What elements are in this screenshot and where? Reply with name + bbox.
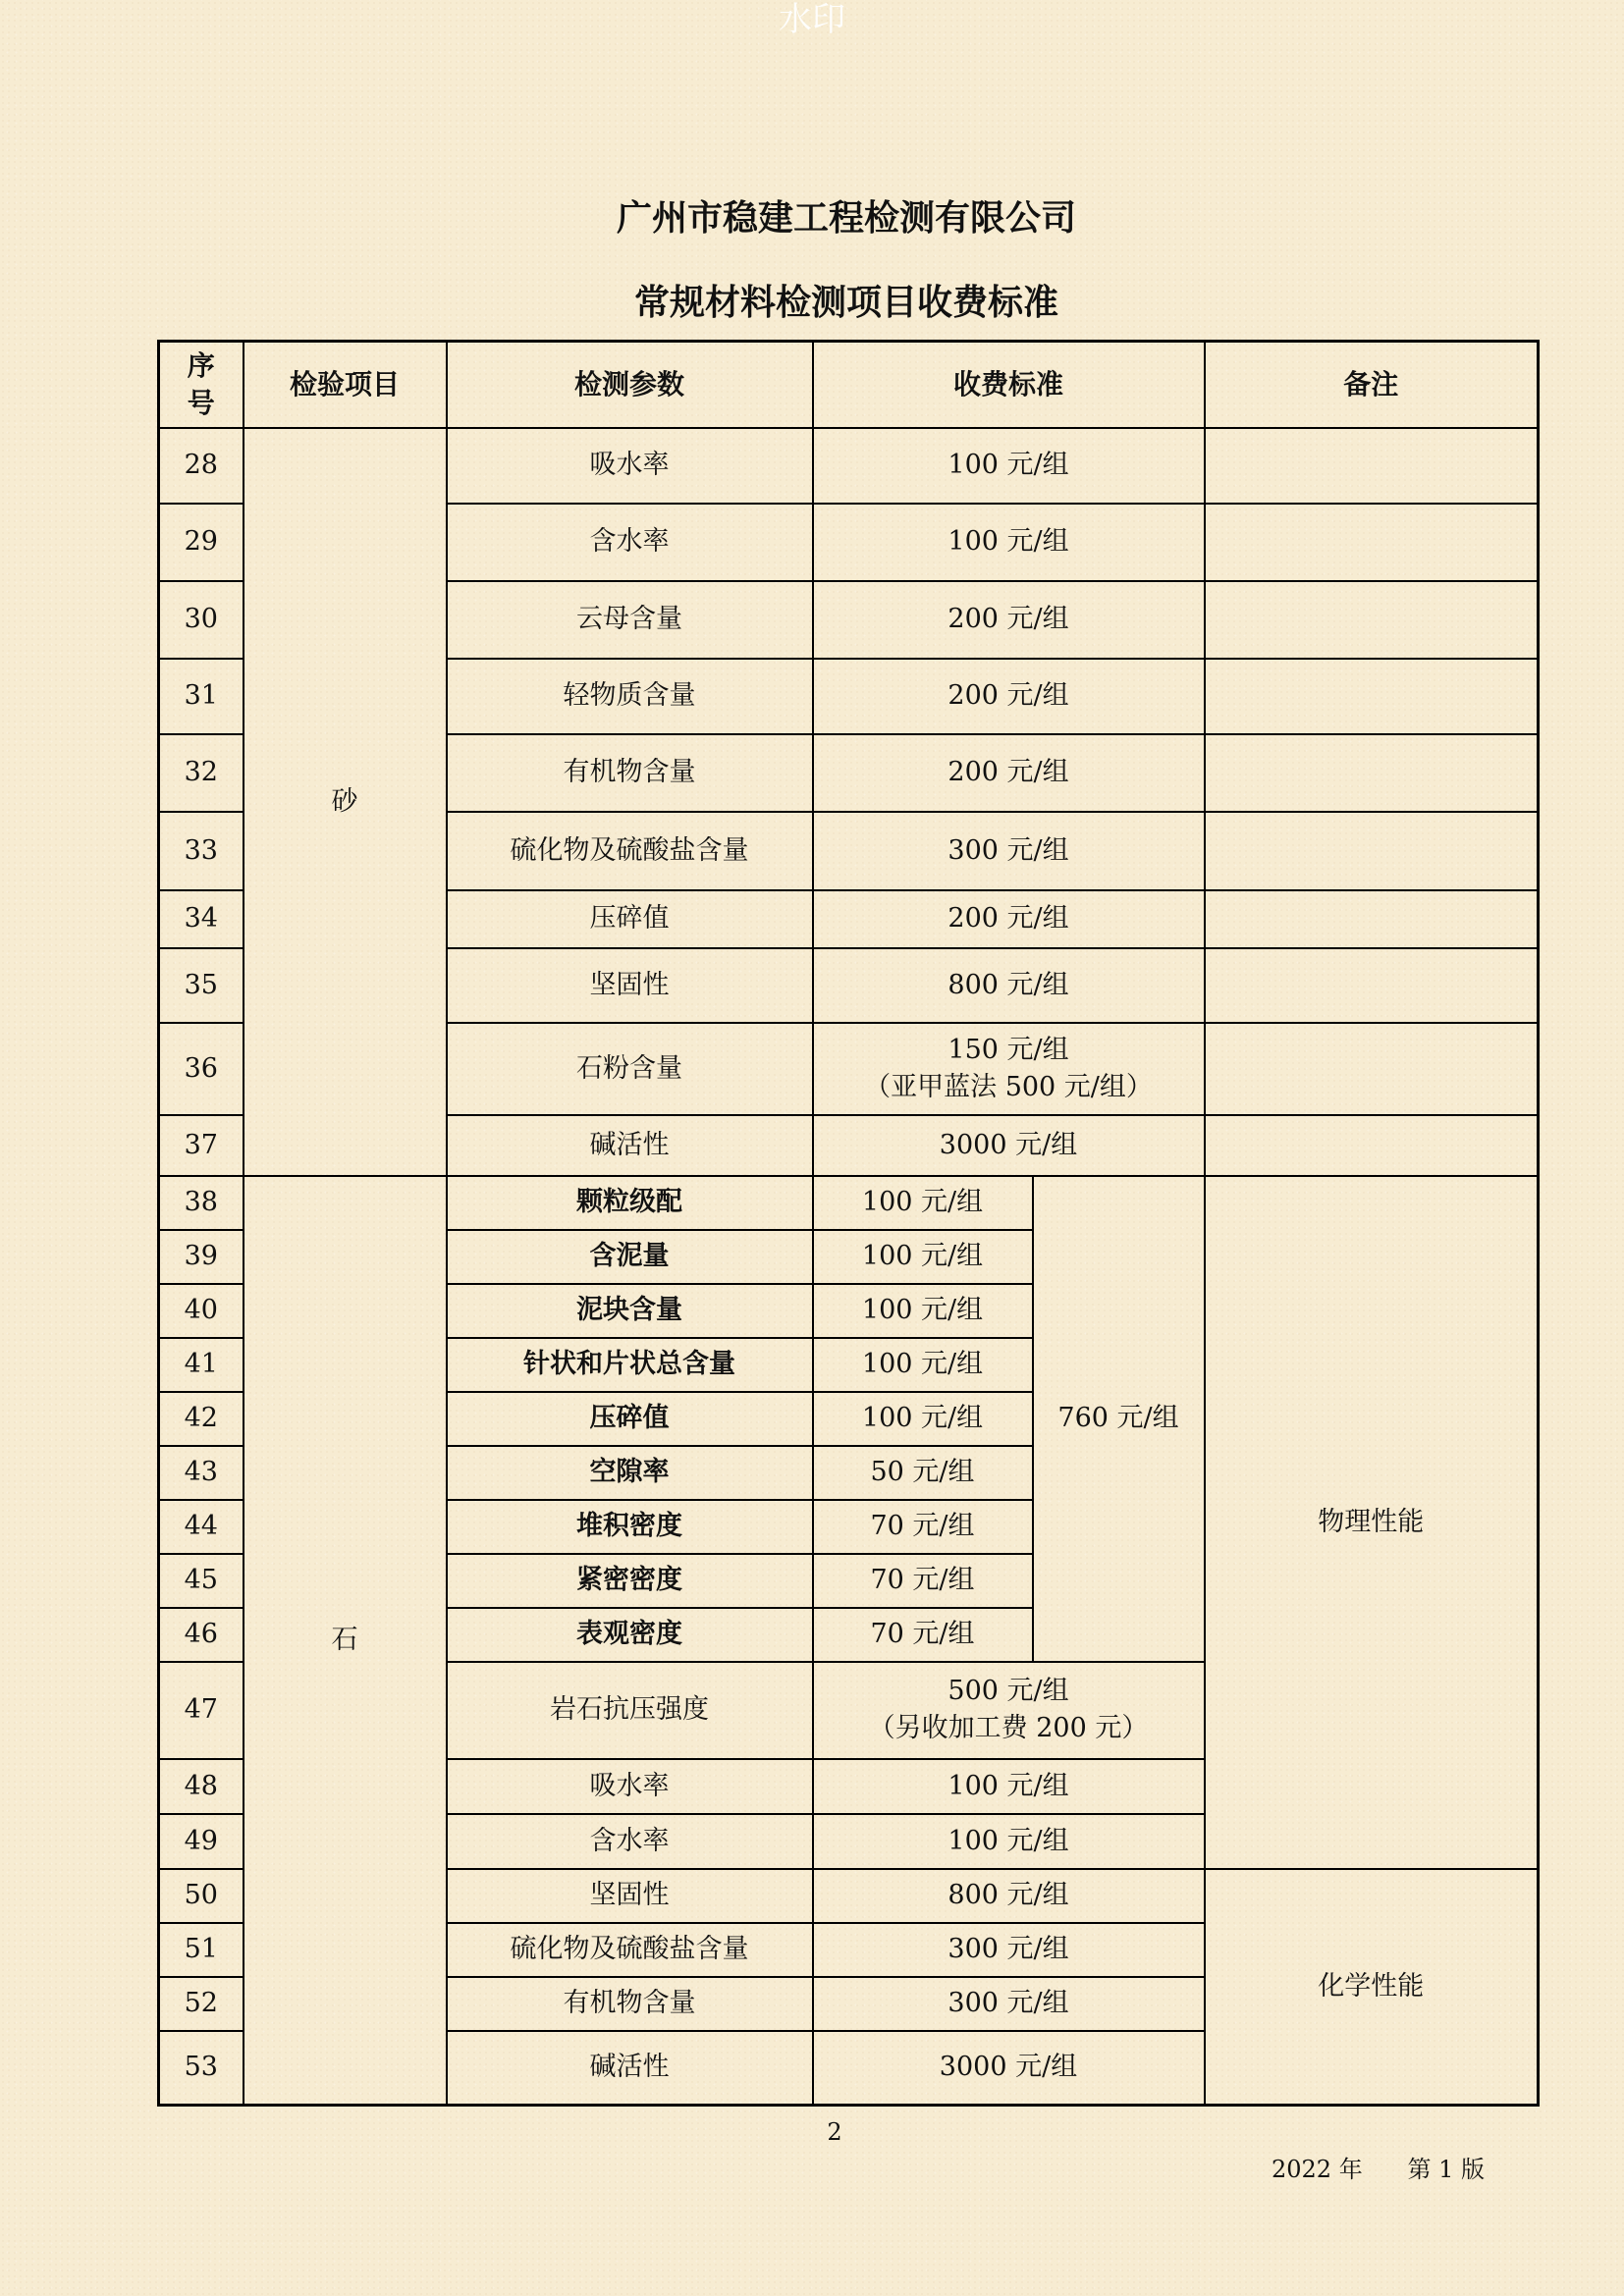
row-no: 29: [159, 504, 244, 581]
row-param: 碱活性: [447, 2031, 813, 2106]
row-fee: 100 元/组: [813, 1392, 1033, 1446]
row-no: 43: [159, 1446, 244, 1500]
fee-value: 150 元/组: [947, 1034, 1069, 1065]
header-serial-no: 序 号: [159, 342, 244, 428]
row-param: 岩石抗压强度: [447, 1662, 813, 1759]
row-no: 38: [159, 1176, 244, 1230]
row-no: 48: [159, 1759, 244, 1814]
row-no: 50: [159, 1869, 244, 1923]
row-param: 有机物含量: [447, 1977, 813, 2031]
row-fee: 50 元/组: [813, 1446, 1033, 1500]
fee-table: [157, 340, 1540, 2107]
row-param: 表观密度: [447, 1608, 813, 1662]
row-param: 堆积密度: [447, 1500, 813, 1554]
header-item: 检验项目: [244, 342, 447, 428]
row-fee: 70 元/组: [813, 1608, 1033, 1662]
category-stone: 石: [244, 1176, 447, 2106]
row-no: 51: [159, 1923, 244, 1977]
row-param: 云母含量: [447, 581, 813, 659]
row-note: [1205, 734, 1539, 812]
row-fee: 100 元/组: [813, 1338, 1033, 1392]
header-note: 备注: [1205, 342, 1539, 428]
row-param: 含泥量: [447, 1230, 813, 1284]
row-note: [1205, 890, 1539, 948]
row-param: 压碎值: [447, 890, 813, 948]
row-no: 39: [159, 1230, 244, 1284]
row-fee: 200 元/组: [813, 659, 1205, 734]
row-fee: 70 元/组: [813, 1500, 1033, 1554]
row-fee: [813, 1023, 1205, 1115]
note-chemical: 化学性能: [1205, 1869, 1539, 2106]
row-fee: 100 元/组: [813, 1814, 1205, 1869]
document-title: 常规材料检测项目收费标准: [633, 283, 1058, 323]
row-no: 49: [159, 1814, 244, 1869]
row-param: 硫化物及硫酸盐含量: [447, 812, 813, 890]
row-param: 针状和片状总含量: [447, 1338, 813, 1392]
row-no: 52: [159, 1977, 244, 2031]
company-title: 广州市稳建工程检测有限公司: [616, 198, 1076, 239]
row-note: [1205, 428, 1539, 504]
row-fee: 200 元/组: [813, 890, 1205, 948]
row-no: 36: [159, 1023, 244, 1115]
row-no: 28: [159, 428, 244, 504]
row-fee: 100 元/组: [813, 1759, 1205, 1814]
row-no: 31: [159, 659, 244, 734]
row-no: 33: [159, 812, 244, 890]
row-fee: 100 元/组: [813, 1230, 1033, 1284]
row-fee: 100 元/组: [813, 1176, 1033, 1230]
row-param: 碱活性: [447, 1115, 813, 1176]
row-param: 坚固性: [447, 948, 813, 1023]
row-param: 有机物含量: [447, 734, 813, 812]
row-fee: 100 元/组: [813, 428, 1205, 504]
row-no: 45: [159, 1554, 244, 1608]
row-fee: 300 元/组: [813, 1923, 1205, 1977]
row-no: 47: [159, 1662, 244, 1759]
row-no: 37: [159, 1115, 244, 1176]
row-fee: 100 元/组: [813, 1284, 1033, 1338]
row-param: 吸水率: [447, 1759, 813, 1814]
category-sand: 砂: [244, 428, 447, 1176]
row-note: [1205, 948, 1539, 1023]
header-param: 检测参数: [447, 342, 813, 428]
row-no: 30: [159, 581, 244, 659]
note-physical: 物理性能: [1205, 1176, 1539, 1869]
row-fee: 3000 元/组: [813, 1115, 1205, 1176]
row-fee: 200 元/组: [813, 734, 1205, 812]
row-fee: [813, 1662, 1205, 1759]
page-number: 2: [827, 2118, 842, 2146]
row-param: 轻物质含量: [447, 659, 813, 734]
row-param: 泥块含量: [447, 1284, 813, 1338]
fee-value: 500 元/组: [947, 1676, 1069, 1706]
row-note: [1205, 812, 1539, 890]
row-note: [1205, 581, 1539, 659]
table-row: [159, 428, 1539, 504]
row-note: [1205, 1023, 1539, 1115]
footer-year: 2022 年: [1272, 2156, 1363, 2183]
row-fee: 800 元/组: [813, 948, 1205, 1023]
row-no: 44: [159, 1500, 244, 1554]
row-param: 含水率: [447, 1814, 813, 1869]
table-row: [159, 1176, 1539, 1230]
row-fee: 300 元/组: [813, 1977, 1205, 2031]
row-no: 40: [159, 1284, 244, 1338]
row-fee: 3000 元/组: [813, 2031, 1205, 2106]
row-no: 35: [159, 948, 244, 1023]
row-param: 吸水率: [447, 428, 813, 504]
row-note: [1205, 1115, 1539, 1176]
row-note: [1205, 659, 1539, 734]
fee-note: （另收加工费 200 元）: [868, 1713, 1149, 1743]
row-no: 46: [159, 1608, 244, 1662]
row-note: [1205, 504, 1539, 581]
row-no: 34: [159, 890, 244, 948]
row-no: 41: [159, 1338, 244, 1392]
row-no: 32: [159, 734, 244, 812]
row-no: 53: [159, 2031, 244, 2106]
stone-group-total-fee: 760 元/组: [1033, 1176, 1205, 1662]
row-param: 空隙率: [447, 1446, 813, 1500]
fee-note: （亚甲蓝法 500 元/组）: [864, 1071, 1153, 1102]
row-param: 坚固性: [447, 1869, 813, 1923]
row-fee: 70 元/组: [813, 1554, 1033, 1608]
watermark: 水印: [779, 0, 845, 39]
row-param: 压碎值: [447, 1392, 813, 1446]
row-fee: 800 元/组: [813, 1869, 1205, 1923]
row-fee: 100 元/组: [813, 504, 1205, 581]
row-param: 紧密密度: [447, 1554, 813, 1608]
table-header-row: [159, 342, 1539, 428]
row-no: 42: [159, 1392, 244, 1446]
row-fee: 300 元/组: [813, 812, 1205, 890]
footer: [1272, 2150, 1485, 2184]
row-param: 石粉含量: [447, 1023, 813, 1115]
row-fee: 200 元/组: [813, 581, 1205, 659]
footer-version: 第 1 版: [1407, 2156, 1486, 2183]
row-param: 含水率: [447, 504, 813, 581]
row-param: 硫化物及硫酸盐含量: [447, 1923, 813, 1977]
header-fee: 收费标准: [813, 342, 1205, 428]
row-param: 颗粒级配: [447, 1176, 813, 1230]
